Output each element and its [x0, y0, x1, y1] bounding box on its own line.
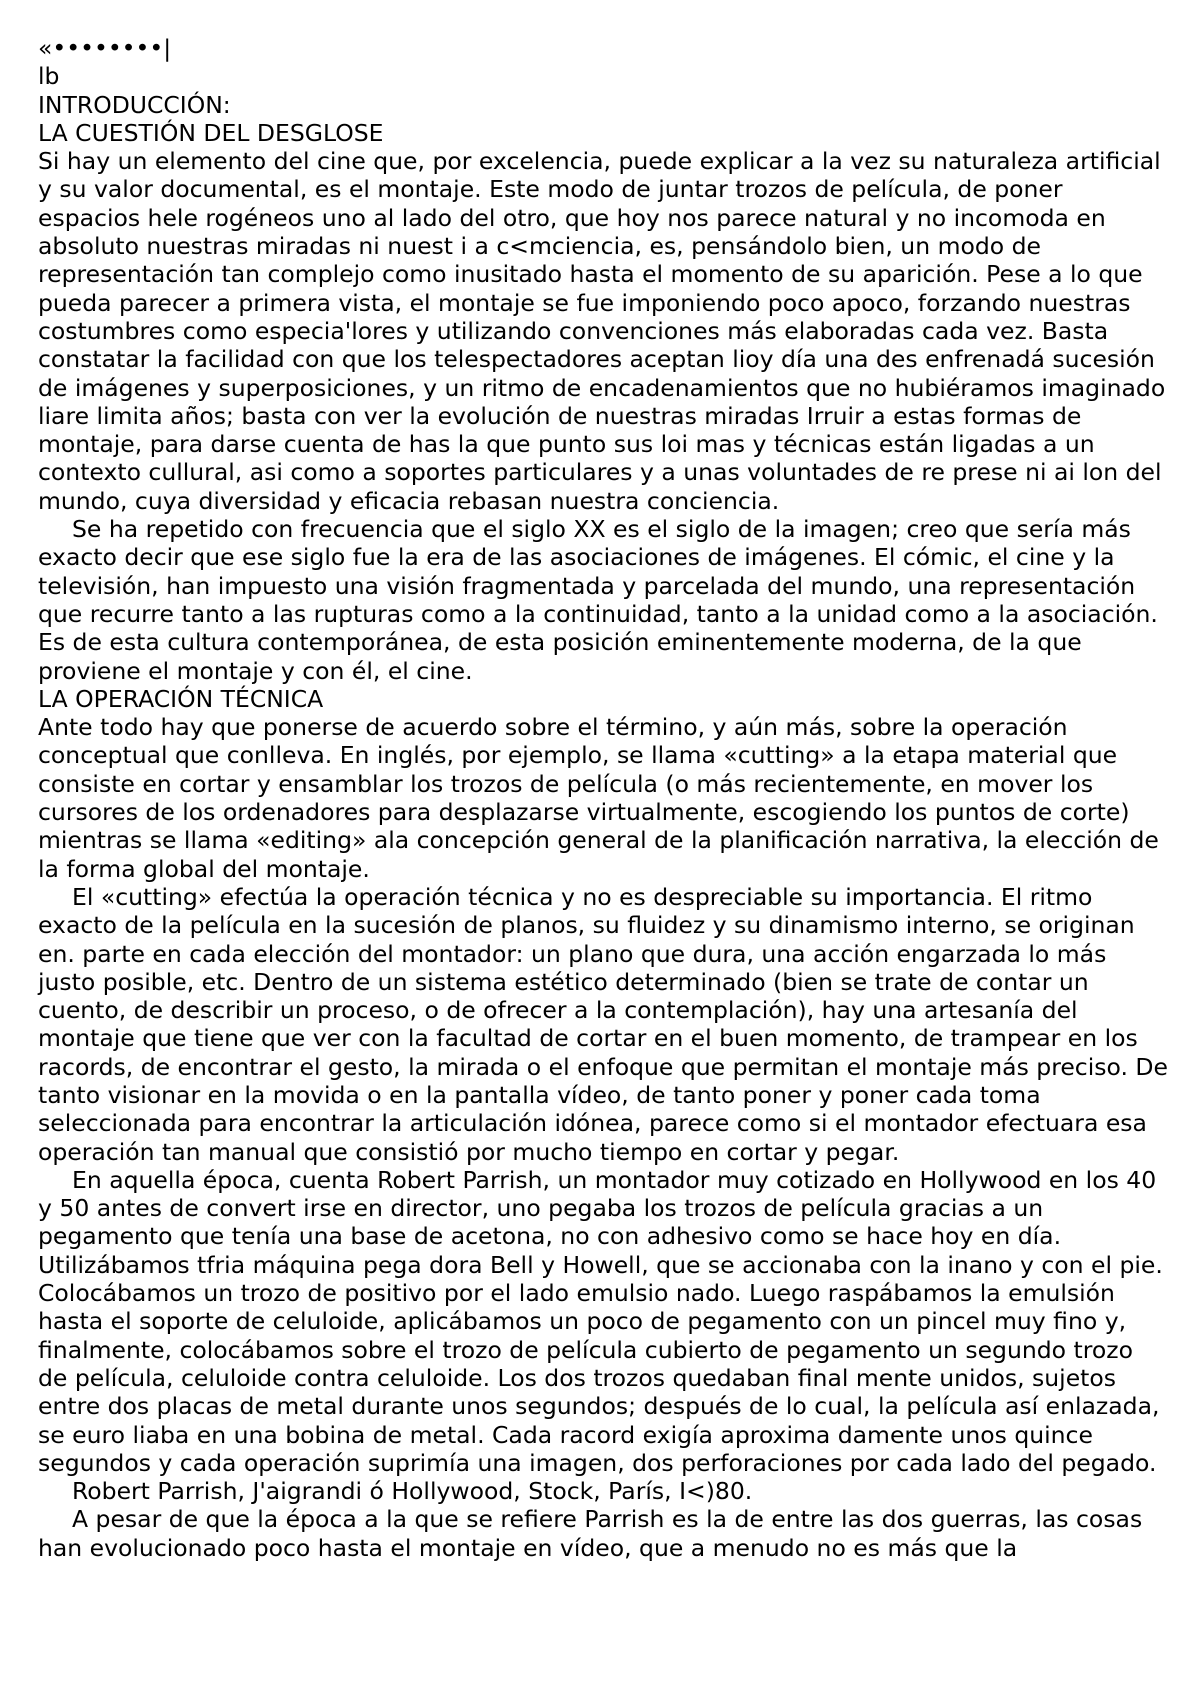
- paragraph-4: El «cutting» efectúa la operación técnica y no es despreciable su importancia. El ritmo exacto de la película en la sucesión de planos, su fluidez y su dinamismo interno, se originan en. parte en cada elección del montador: un plano que dura, una acción engarzada lo más justo posible, etc. Dentro de un sistema estético determinado (bien se trate de contar un cuento, de describir un proceso, o de ofrecer a la contemplación), hay una artesanía del montaje que tiene que ver con la facultad de cortar en el buen momento, de trampear en los racords, de encontrar el gesto, la mirada o el enfoque que permitan el montaje más preciso. De tanto visionar en la movida o en la pantalla vídeo, de tanto poner y poner cada toma seleccionada para encontrar la articulación idónea, parece como si el montador efectuara esa operación tan manual que consistió por mucho tiempo en cortar y pegar.: [38, 882, 1168, 1166]
- paragraph-2: Se ha repetido con frecuencia que el siglo XX es el siglo de la imagen; creo que sería más exacto decir que ese siglo fue la era de las asociaciones de imágenes. El cómic, el cine y la televisión, han impuesto una visión fragmentada y parcelada del mundo, una representación que recurre tanto a las rupturas como a la continuidad, tanto a la unidad como a la asociación. Es de esta cultura contemporánea, de esta posición eminentemente moderna, de la que proviene el montaje y con él, el cine.: [38, 515, 1158, 685]
- ocr-mark-line: «••••••••|: [38, 34, 172, 62]
- chapter-title: INTRODUCCIÓN:: [38, 90, 231, 119]
- section-title-desglose: LA CUESTIÓN DEL DESGLOSE: [38, 118, 384, 147]
- section-title-operacion: LA OPERACIÓN TÉCNICA: [38, 684, 324, 713]
- ocr-mark-line-2: lb: [38, 62, 60, 91]
- paragraph-5: En aquella época, cuenta Robert Parrish, un montador muy cotizado en Hollywood en los 40 y 50 antes de convert irse en director, uno pegaba los trozos de película gracias a un pegamento que tenía una base de acetona, no con adhesivo como se hace hoy en día. Utilizábamos tfria máquina pega dora Bell y Howell, que se accionaba con la inano y con el pie. Colocábamos un trozo de positivo por el lado emulsio nado. Luego raspábamos la emulsión hasta el soporte de celuloide, aplicábamos un poco de pegamento con un pincel muy fino y, finalmente, colocábamos sobre el trozo de película cubierto de pegamento un segundo trozo de película, celuloide contra celuloide. Los dos trozos quedaban final mente unidos, sujetos entre dos placas de metal durante unos segundos; después de lo cual, la película así enlazada, se euro liaba en una bobina de metal. Cada racord exigía aproxima damente unos quince segundos y cada operación suprimía una imagen, dos perforaciones por cada lado del pegado.: [38, 1165, 1163, 1477]
- document-page: [38, 34, 1168, 1562]
- paragraph-1: Si hay un elemento del cine que, por excelencia, puede explicar a la vez su naturaleza artificial y su valor documental, es el montaje. Este modo de juntar trozos de película, de poner espacios hele rogéneos uno al lado del otro, que hoy nos parece natural y no incomoda en absoluto nuestras miradas ni nuest i a c<mciencia, es, pensándolo bien, un modo de representación tan complejo como inusitado hasta el momento de su aparición. Pese a lo que pueda parecer a primera vista, el montaje se fue imponiendo poco apoco, forzando nuestras costumbres como especia'lores y utilizando convenciones más elaboradas cada vez. Basta constatar la facilidad con que los telespectadores aceptan lioy día una des enfrenadá sucesión de imágenes y superposiciones, y un ritmo de encadenamientos que no hubiéramos imaginado liare limita años; basta con ver la evolución de nuestras miradas Irruir a estas formas de montaje, para darse cuenta de has la que punto sus loi mas y técnicas están ligadas a un contexto cullural, asi como a soportes particulares y a unas voluntades de re prese ni ai lon del: [38, 147, 1166, 487]
- paragraph-3: Ante todo hay que ponerse de acuerdo sobre el término, y aún más, sobre la operación conceptual que conlleva. En inglés, por ejemplo, se llama «cutting» a la etapa material que consiste en cortar y ensamblar los trozos de película (o más recientemente, en mover los cursores de los ordenadores para desplazarse virtualmente, escogiendo los puntos de corte) mientras se llama «editing» ala concepción general de la planificación narrativa, la elección de la forma global del montaje.: [38, 713, 1159, 883]
- paragraph-1-end: mundo, cuya diversidad y eficacia rebasan nuestra conciencia.: [38, 486, 780, 515]
- footnote-citation: Robert Parrish, J'aigrandi ó Hollywood, Stock, París, I<)80.: [72, 1477, 753, 1506]
- paragraph-7: A pesar de que la época a la que se refiere Parrish es la de entre las dos guerras, las cosas han evolucionado poco hasta el montaje en vídeo, que a menudo no es más que la: [38, 1505, 1143, 1562]
